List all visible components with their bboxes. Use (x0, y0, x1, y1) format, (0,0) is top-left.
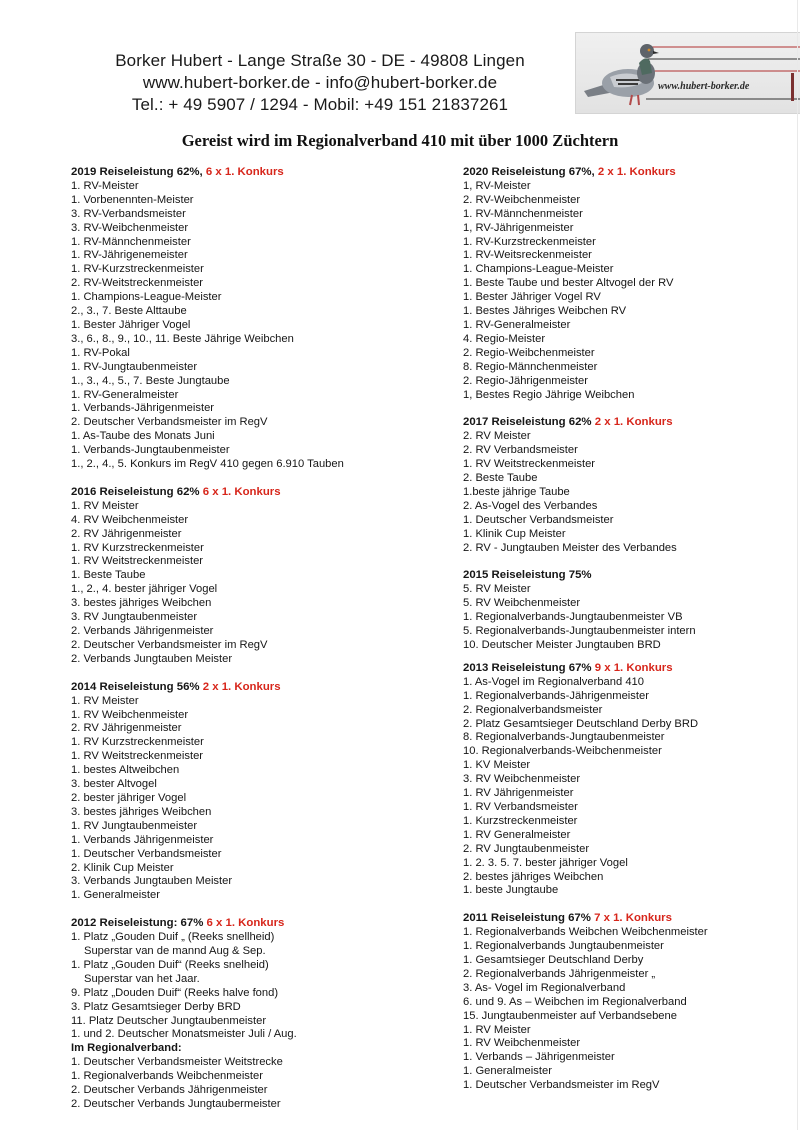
web-email-line[interactable]: www.hubert-borker.de - info@hubert-borker.de (142, 73, 498, 92)
list-item: 3. RV Jungtaubenmeister (71, 611, 198, 624)
list-item: 1. Generalmeister (463, 1065, 552, 1078)
list-item: 1. RV-Kurzstreckenmeister (463, 235, 596, 248)
list-item: 1. Beste Taube und bester Altvogel der RV (463, 277, 674, 290)
list-item: 1. Bestes Jähriges Weibchen RV (463, 305, 627, 318)
list-item: 1. RV Meister (71, 499, 139, 512)
list-item: 1. Verbands – Jährigenmeister (463, 1051, 615, 1064)
list-item: 1. RV Jungtaubenmeister (71, 819, 198, 832)
list-item: 1. RV Kurzstreckenmeister (71, 736, 204, 749)
list-item: 15. Jungtaubenmeister auf Verbandsebene (463, 1009, 677, 1022)
list-item: 8. Regionalverbands-Jungtaubenmeister (463, 731, 665, 744)
list-item: 1. Regionalverbands Weibchen Weibchenmeister (463, 926, 708, 939)
list-item: 1. RV-Pokal (71, 346, 130, 359)
list-item: 1. RV-Männchenmeister (71, 235, 191, 248)
address-line: Borker Hubert - Lange Straße 30 - DE - 49808 Lingen (115, 51, 525, 70)
list-item: 1, RV-Meister (463, 179, 531, 192)
contact-header (60, 50, 580, 116)
list-item: 1. RV Weibchenmeister (71, 708, 189, 721)
list-item: 1. Bester Jähriger Vogel (71, 318, 191, 331)
list-item: 1. Kurzstreckenmeister (463, 814, 578, 827)
section-title: 2017 Reiseleistung 62% 2 x 1. Konkurs (463, 416, 673, 429)
list-item: 1. beste Jungtaube (463, 884, 559, 897)
right-column (463, 166, 800, 1093)
list-item: 1. RV-Weitsreckenmeister (463, 249, 592, 262)
konkurs-badge: 7 x 1. Konkurs (594, 912, 672, 925)
list-item: 10. Regionalverbands-Weibchenmeister (463, 745, 662, 758)
season-2016 (71, 486, 441, 667)
list-item: 1., 2., 4., 5. Konkurs im RegV 410 gegen 6.910 Tauben (71, 458, 344, 471)
list-item: 1. Deutscher Verbandsmeister Weitstrecke (71, 1056, 283, 1069)
list-item: 3. RV Weibchenmeister (463, 773, 581, 786)
list-item: 2. RV - Jungtauben Meister des Verbandes (463, 541, 677, 554)
list-item: 5. RV Weibchenmeister (463, 597, 581, 610)
season-2013 (463, 662, 800, 898)
list-item: 2. RV Jährigenmeister (71, 527, 182, 540)
section-title: 2013 Reiseleistung 67% 9 x 1. Konkurs (463, 661, 673, 674)
list-item: 2. RV Jährigenmeister (71, 722, 182, 735)
list-item: 1. KV Meister (463, 759, 531, 772)
list-item: 1. RV Weibchenmeister (463, 1037, 581, 1050)
list-item: 1. 2. 3. 5. 7. bester jähriger Vogel (463, 856, 628, 869)
list-item: 3. RV-Weibchenmeister (71, 221, 189, 234)
section-title: 2012 Reiseleistung: 67% 6 x 1. Konkurs (71, 917, 285, 930)
konkurs-badge: 2 x 1. Konkurs (597, 166, 676, 178)
list-item: 2. Deutscher Verbands Jungtaubermeister (71, 1098, 281, 1110)
list-item: 1. Vorbenennten-Meister (71, 193, 194, 206)
list-item: 2. Beste Taube (463, 472, 538, 485)
list-item: 1. RV Weitstreckenmeister (463, 458, 596, 471)
section-title: 2014 Reiseleistung 56% 2 x 1. Konkurs (71, 680, 281, 693)
left-column (71, 166, 441, 1112)
page-title: Gereist wird im Regionalverband 410 mit über 1000 Züchtern (181, 131, 619, 150)
konkurs-badge: 6 x 1. Konkurs (205, 166, 284, 178)
list-item: 1. Gesamtsieger Deutschland Derby (463, 954, 644, 967)
list-item: 1. RV Weitstreckenmeister (71, 555, 204, 568)
konkurs-badge: 6 x 1. Konkurs (206, 917, 285, 930)
list-item: 3. As- Vogel im Regionalverband (463, 981, 626, 994)
list-item: 2. bester jähriger Vogel (71, 791, 187, 804)
season-2014 (71, 681, 441, 904)
list-item: 5. RV Meister (463, 583, 531, 596)
season-2012 (71, 917, 441, 1112)
list-item: 1. RV-Meister (71, 179, 139, 192)
season-2019 (71, 166, 441, 472)
list-item: 3. Verbands Jungtauben Meister (71, 875, 233, 888)
list-item: 1. Deutscher Verbandsmeister (463, 513, 614, 526)
list-item: 10. Deutscher Meister Jungtauben BRD (463, 639, 661, 651)
list-item: 1. RV-Jährigenemeister (71, 249, 188, 262)
list-item: 2. Regionalverbands Jährigenmeister „ (463, 967, 656, 980)
list-item: 1. Verbands Jährigenmeister (71, 833, 214, 846)
list-item: 1, RV-Jährigenmeister (463, 221, 574, 234)
list-item: 1., 3., 4., 5., 7. Beste Jungtaube (71, 374, 230, 387)
season-2011 (463, 912, 800, 1093)
list-item: 3., 6., 8., 9., 10., 11. Beste Jährige Weibchen (71, 332, 294, 345)
list-item: 2. Deutscher Verbands Jährigenmeister (71, 1084, 268, 1097)
list-item: 2. Regionalverbandsmeister (463, 703, 603, 716)
list-item: 1. RV Verbandsmeister (463, 800, 578, 813)
list-item: 1. Champions-League-Meister (71, 291, 222, 304)
list-item: 1. Regionalverbands-Jährigenmeister (463, 689, 649, 702)
list-item: 1. As-Taube des Monats Juni (71, 430, 215, 443)
list-item: Superstar van de mannd Aug & Sep. (84, 945, 266, 958)
logo-url: www.hubert-borker.de (658, 81, 750, 92)
list-item: 2. Klinik Cup Meister (71, 861, 174, 874)
list-item: 3. Platz Gesamtsieger Derby BRD (71, 1000, 241, 1013)
list-item: 1. Deutscher Verbandsmeister im RegV (463, 1079, 660, 1092)
season-2015 (463, 569, 800, 652)
list-item: 3. RV-Verbandsmeister (71, 207, 186, 220)
list-item: 2. Regio-Weibchenmeister (463, 346, 595, 359)
list-item: 1.beste jährige Taube (463, 485, 570, 498)
list-item: 2. RV-Weibchenmeister (463, 193, 581, 206)
list-item: 1., 2., 4. bester jähriger Vogel (71, 583, 218, 596)
list-item: 1. Bester Jähriger Vogel RV (463, 291, 601, 304)
list-item: 1. RV Weitstreckenmeister (71, 750, 204, 763)
list-item: 1. RV Meister (71, 694, 139, 707)
konkurs-badge: 2 x 1. Konkurs (594, 416, 673, 429)
list-item: 3. bester Altvogel (71, 778, 157, 791)
list-item: 2. As-Vogel des Verbandes (463, 499, 598, 512)
season-2020 (463, 166, 800, 402)
list-item: 2. RV Jungtaubenmeister (463, 842, 590, 855)
list-item: 3. bestes jähriges Weibchen (71, 597, 212, 610)
list-item: 6. und 9. As – Weibchen im Regionalverband (463, 995, 687, 1008)
list-item: 2. RV Verbandsmeister (463, 444, 578, 457)
list-item: 1. RV Meister (463, 1023, 531, 1036)
section-title: 2011 Reiseleistung 67% 7 x 1. Konkurs (463, 912, 672, 925)
list-item: 1. Verbands-Jährigenmeister (71, 402, 215, 415)
list-item: 2., 3., 7. Beste Alttaube (71, 305, 187, 318)
list-item: 1. RV Kurzstreckenmeister (71, 541, 204, 554)
list-item: 2. Regio-Jährigenmeister (463, 374, 588, 387)
list-item: 4. RV Weibchenmeister (71, 513, 189, 526)
section-title: 2016 Reiseleistung 62% 6 x 1. Konkurs (71, 485, 281, 498)
list-item: 1. As-Vogel im Regionalverband 410 (463, 675, 644, 688)
phone-line: Tel.: + 49 5907 / 1294 - Mobil: +49 151 21837261 (131, 95, 509, 114)
list-item: 1. Deutscher Verbandsmeister (71, 847, 222, 860)
list-item: 1. Regionalverbands-Jungtaubenmeister VB (463, 611, 683, 624)
section-title: 2015 Reiseleistung 75% (463, 569, 592, 582)
list-item: 1. RV-Generalmeister (71, 388, 179, 401)
list-item: 2. Deutscher Verbandsmeister im RegV (71, 638, 268, 651)
konkurs-badge: 2 x 1. Konkurs (202, 680, 281, 693)
konkurs-badge: 6 x 1. Konkurs (202, 485, 281, 498)
list-item: 1. Champions-League-Meister (463, 263, 614, 276)
list-item: 1. bestes Altweibchen (71, 764, 180, 777)
list-item: 9. Platz „Douden Duif“ (Reeks halve fond) (71, 986, 279, 999)
list-item: 2. Verbands Jährigenmeister (71, 625, 214, 637)
konkurs-badge: 9 x 1. Konkurs (594, 661, 673, 674)
list-item: 1. RV-Generalmeister (463, 318, 571, 331)
list-item: 8. Regio-Männchenmeister (463, 360, 598, 373)
section-title: 2019 Reiseleistung 62%, 6 x 1. Konkurs (71, 166, 284, 178)
subsection-heading: Im Regionalverband: (71, 1042, 182, 1055)
list-item: 1. Platz „Gouden Duif „ (Reeks snellheid) (71, 931, 275, 944)
pigeon-icon (576, 33, 800, 113)
list-item: 1. RV-Jungtaubenmeister (71, 360, 198, 373)
list-item: 1. und 2. Deutscher Monatsmeister Juli / Aug. (71, 1028, 297, 1041)
list-item: 2. Platz Gesamtsieger Deutschland Derby BRD (463, 717, 699, 730)
list-item: Superstar van het Jaar. (84, 972, 200, 985)
list-item: 2. Deutscher Verbandsmeister im RegV (71, 416, 268, 429)
list-item: 1. Verbands-Jungtaubenmeister (71, 444, 230, 457)
list-item: 1. Platz „Gouden Duif“ (Reeks snelheid) (71, 958, 269, 971)
list-item: 1. Regionalverbands Weibchenmeister (71, 1070, 263, 1083)
list-item: 4. Regio-Meister (463, 332, 546, 345)
list-item: 1. Beste Taube (71, 569, 146, 582)
pigeon-logo (575, 32, 800, 114)
list-item: 5. Regionalverbands-Jungtaubenmeister intern (463, 625, 696, 638)
list-item: 11. Platz Deutscher Jungtaubenmeister (71, 1014, 267, 1027)
list-item: 1, Bestes Regio Jährige Weibchen (463, 388, 635, 401)
list-item: 1. Generalmeister (71, 889, 160, 902)
list-item: 1. Klinik Cup Meister (463, 527, 566, 540)
list-item: 1. RV-Männchenmeister (463, 207, 583, 220)
list-item: 1. RV-Kurzstreckenmeister (71, 263, 204, 276)
list-item: 2. Verbands Jungtauben Meister (71, 652, 233, 665)
list-item: 2. RV-Weitstreckenmeister (71, 277, 204, 290)
list-item: 3. bestes jähriges Weibchen (71, 805, 212, 818)
section-title: 2020 Reiseleistung 67%, 2 x 1. Konkurs (463, 166, 676, 178)
list-item: 1. RV Generalmeister (463, 828, 571, 841)
list-item: 1. RV Jährigenmeister (463, 787, 574, 800)
list-item: 2. bestes jähriges Weibchen (463, 870, 604, 883)
season-2017 (463, 416, 800, 555)
list-item: 2. RV Meister (463, 430, 531, 443)
list-item: 1. Regionalverbands Jungtaubenmeister (463, 940, 664, 953)
